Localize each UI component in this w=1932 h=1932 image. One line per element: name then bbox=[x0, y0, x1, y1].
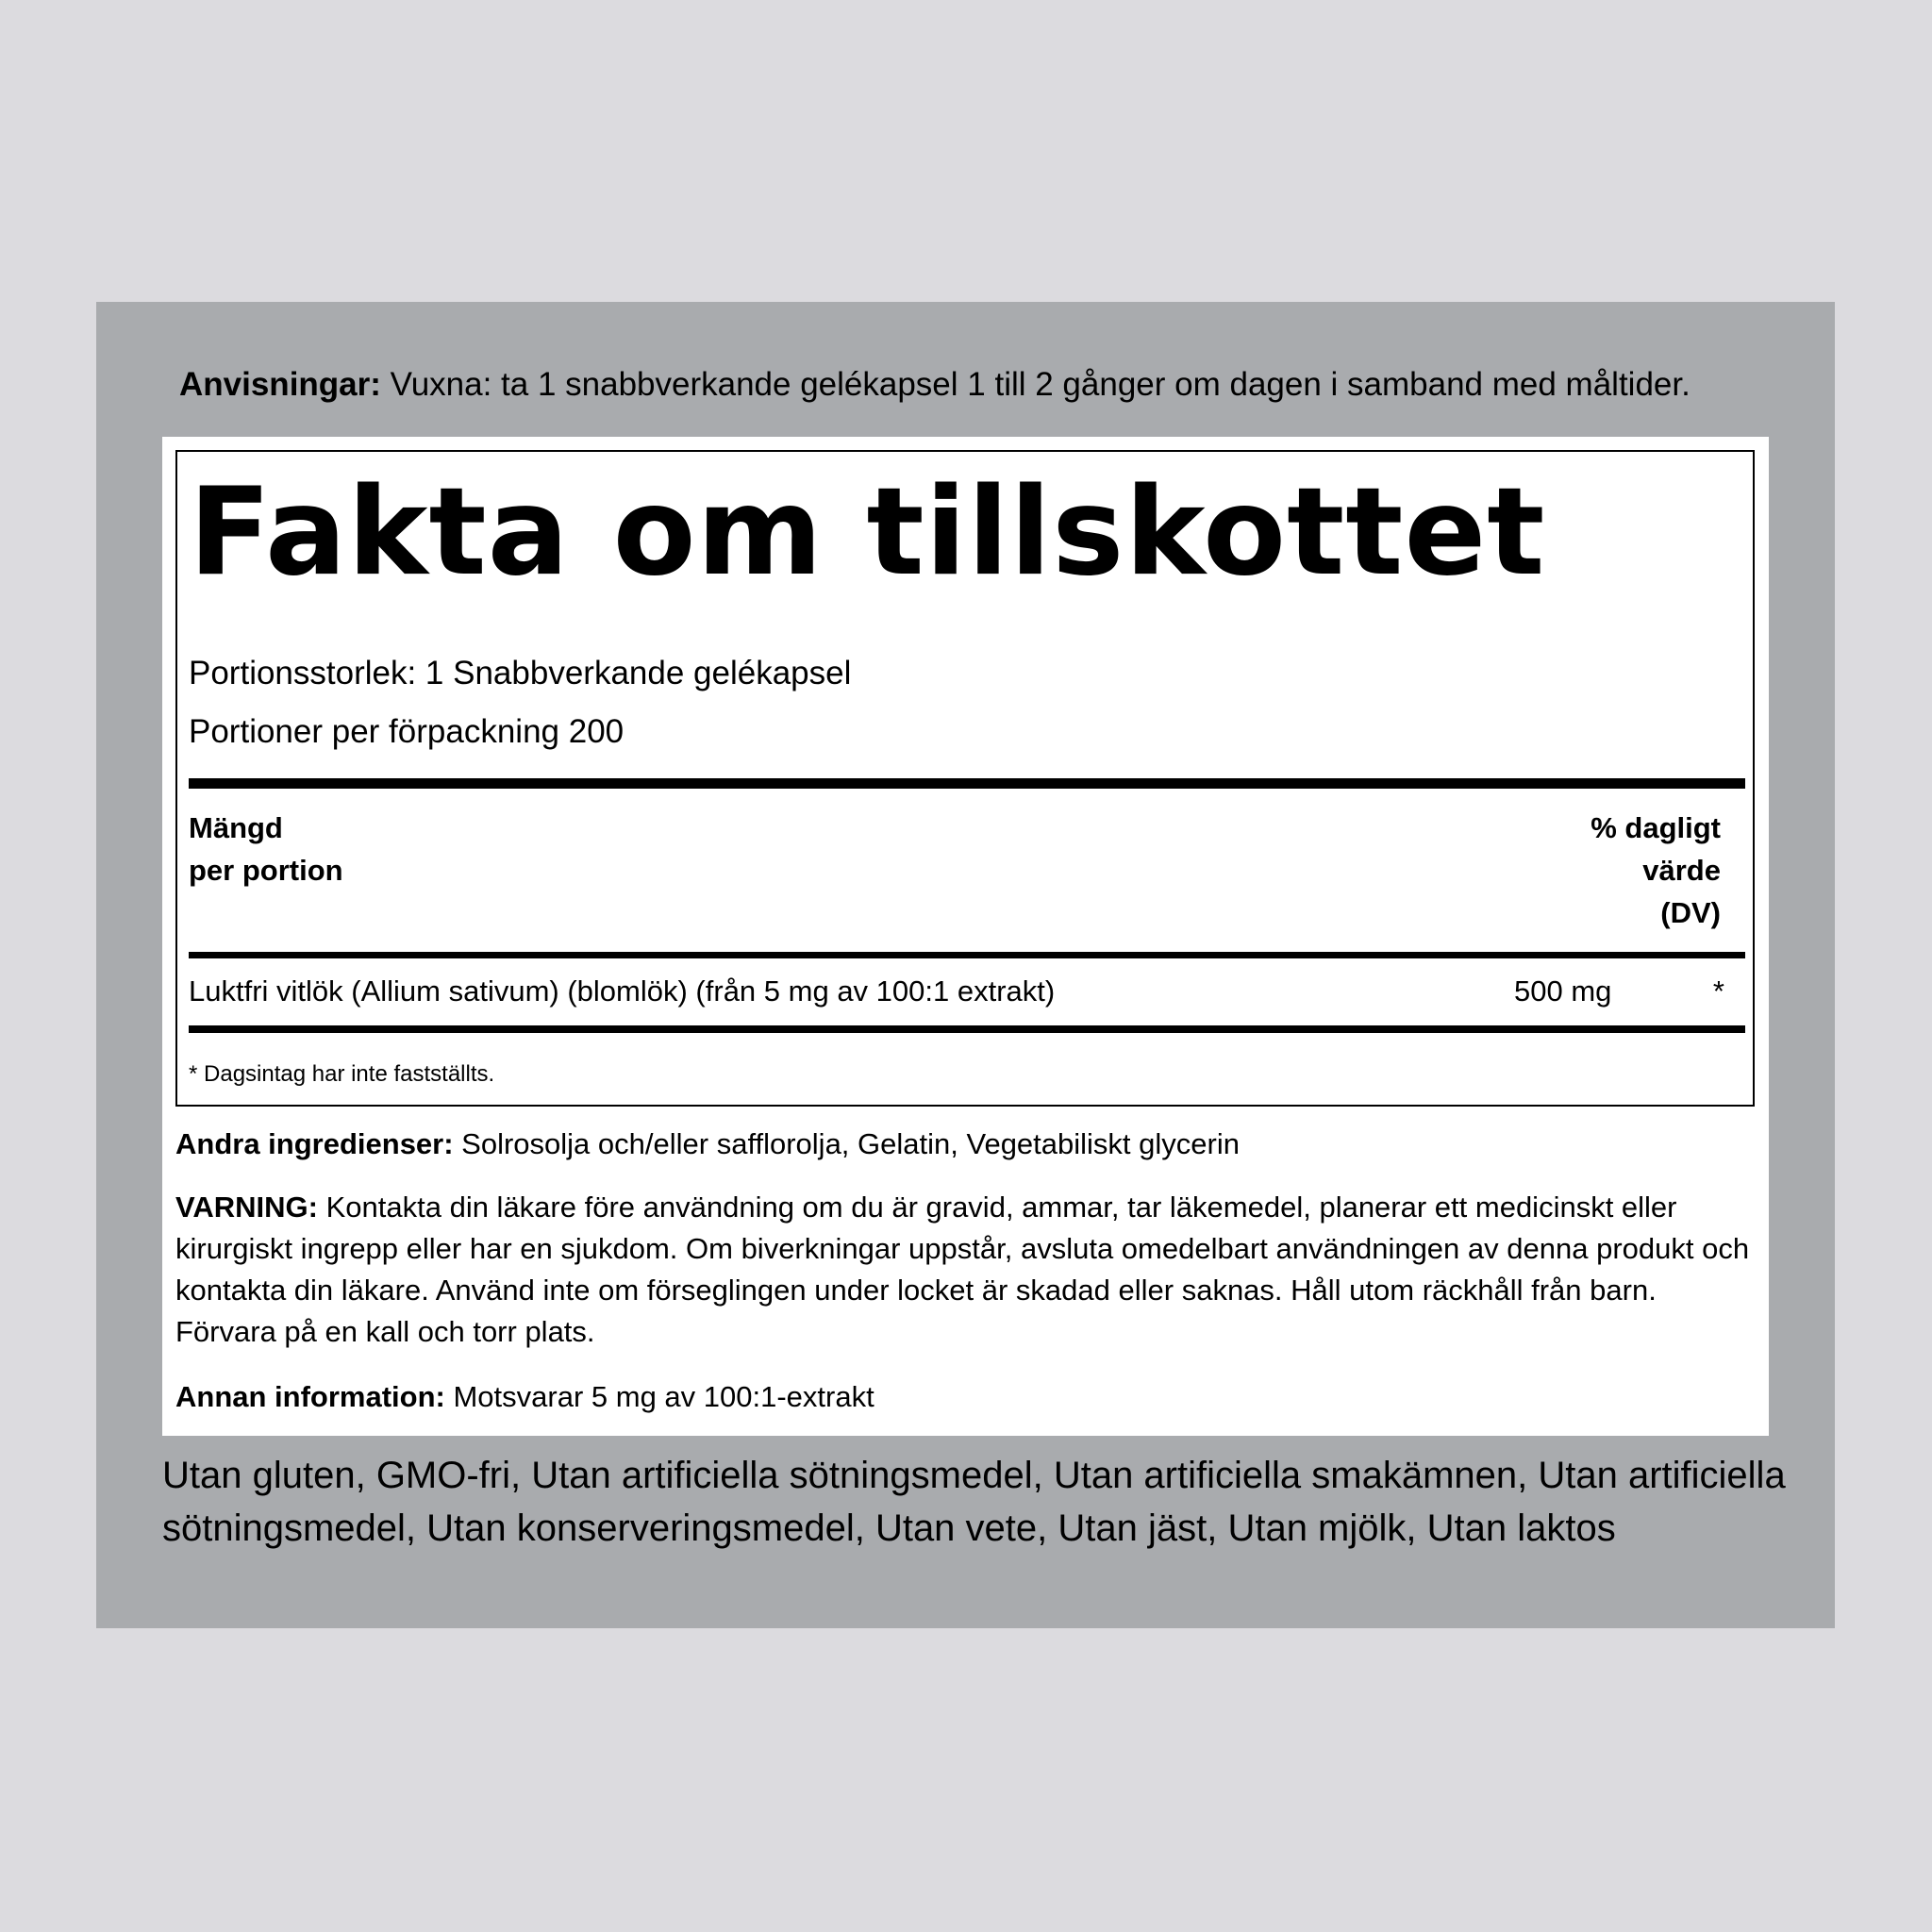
amount-header-line1: Mängd bbox=[189, 811, 283, 844]
dv-header-line1: % dagligt bbox=[1591, 811, 1721, 844]
servings-per-container: Portioner per förpackning 200 bbox=[189, 713, 625, 750]
ingredient-dv: * bbox=[1712, 974, 1724, 1008]
dv-header bbox=[1591, 807, 1721, 934]
header-divider bbox=[189, 952, 1745, 958]
supplement-facts-box bbox=[175, 450, 1755, 1107]
warning bbox=[175, 1187, 1760, 1353]
warning-label: VARNING: bbox=[175, 1191, 318, 1224]
directions bbox=[179, 364, 1783, 406]
other-ingredients bbox=[175, 1124, 1760, 1165]
serving-size: Portionsstorlek: 1 Snabbverkande gelékapsel bbox=[189, 655, 852, 691]
footnote: * Dagsintag har inte fastställts. bbox=[189, 1061, 495, 1087]
label-panel bbox=[96, 302, 1835, 1628]
ingredient-row bbox=[189, 969, 1745, 1014]
directions-label: Anvisningar: bbox=[179, 366, 381, 403]
other-ingredients-text: Solrosolja och/eller safflorolja, Gelatin, Vegetabiliskt glycerin bbox=[453, 1127, 1240, 1160]
warning-text: Kontakta din läkare före användning om du är gravid, ammar, tar läkemedel, planerar ett medicinskt eller kirurgiskt ingrepp eller har en sjukdom. Om biverkningar uppstår, avsluta omedelbart användningen av denna produkt och kontakta din läkare. Använd inte om förseglingen under locket är skadad eller saknas. Håll utom räckhåll från barn. Förvara på en kall och torr plats. bbox=[175, 1191, 1750, 1348]
dv-header-line3: (DV) bbox=[1660, 896, 1721, 929]
other-info bbox=[175, 1376, 1760, 1418]
bottom-divider bbox=[189, 1025, 1745, 1033]
other-info-text: Motsvarar 5 mg av 100:1-extrakt bbox=[444, 1380, 874, 1413]
thick-divider bbox=[189, 778, 1745, 789]
other-info-label: Annan information: bbox=[175, 1380, 445, 1413]
directions-text: Vuxna: ta 1 snabbverkande gelékapsel 1 till 2 gånger om dagen i samband med måltider. bbox=[380, 366, 1690, 403]
facts-title: Fakta om tillskottet bbox=[189, 462, 1546, 603]
label-card bbox=[162, 437, 1769, 1436]
amount-header bbox=[189, 807, 343, 891]
ingredient-name: Luktfri vitlök (Allium sativum) (blomlök) (från 5 mg av 100:1 extrakt) bbox=[189, 974, 1056, 1008]
other-ingredients-label: Andra ingredienser: bbox=[175, 1127, 454, 1160]
ingredient-amount: 500 mg bbox=[1514, 974, 1612, 1008]
amount-header-line2: per portion bbox=[189, 854, 343, 887]
product-claims: Utan gluten, GMO-fri, Utan artificiella sötningsmedel, Utan artificiella smakämnen, Utan artificiella sötningsmedel, Utan konserveringsmedel, Utan vete, Utan jäst, Utan mjölk, Utan laktos bbox=[162, 1455, 1786, 1549]
dv-header-line2: värde bbox=[1642, 854, 1721, 887]
